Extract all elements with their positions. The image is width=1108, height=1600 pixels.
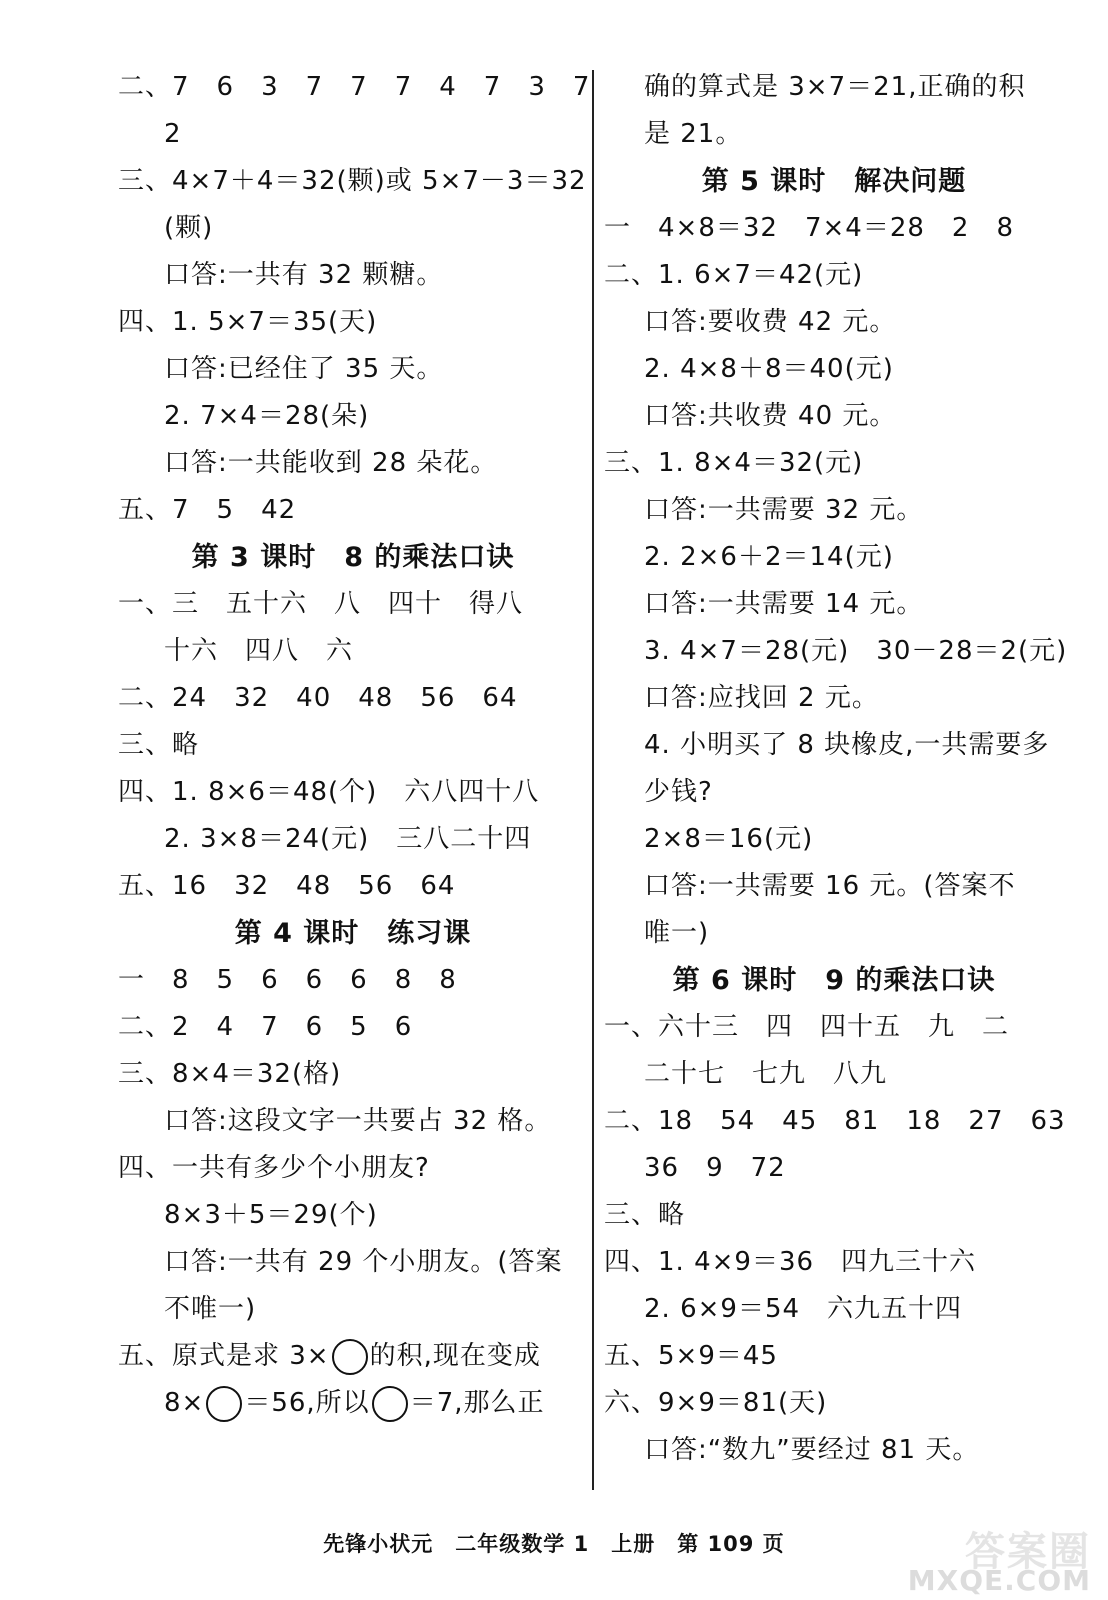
answer-line: 2. 2×6＋2＝14(元) — [644, 542, 894, 572]
answer-line: 三、8×4＝32(格) — [118, 1059, 342, 1089]
answer-line: 口答:这段文字一共要占 32 格。 — [164, 1106, 552, 1136]
answer-line: 三、略 — [118, 730, 200, 760]
answer-line: 四、1. 8×6＝48(个) 六八四十八 — [118, 777, 540, 807]
answer-line: 一 4×8＝32 7×4＝28 2 8 — [604, 213, 1014, 243]
answer-line: 口答:已经住了 35 天。 — [164, 354, 444, 384]
text-segment: 的积,现在变成 — [369, 1341, 541, 1371]
blank-circle — [372, 1386, 408, 1422]
answer-line: 三、1. 8×4＝32(元) — [604, 448, 864, 478]
answer-line: 十六 四八 六 — [164, 636, 354, 666]
answer-line: 确的算式是 3×7＝21,正确的积 — [644, 72, 1026, 102]
answer-line: 一 8 5 6 6 6 8 8 — [118, 965, 457, 995]
section-heading: 第 6 课时 9 的乘法口诀 — [672, 965, 996, 996]
answer-line: 2. 6×9＝54 六九五十四 — [644, 1294, 963, 1324]
answer-line: 口答:一共需要 16 元。(答案不 — [644, 871, 1016, 901]
answer-line: 8×3＋5＝29(个) — [164, 1200, 378, 1230]
answer-line: 36 9 72 — [644, 1153, 786, 1183]
answer-line: 三、略 — [604, 1200, 686, 1230]
text-segment: 8× — [164, 1388, 205, 1418]
watermark-url: MXQE.COM — [907, 1564, 1091, 1597]
blank-circle — [206, 1386, 242, 1422]
answer-line: 2×8＝16(元) — [644, 824, 814, 854]
section-heading: 第 5 课时 解决问题 — [701, 166, 967, 197]
answer-line: 是 21。 — [644, 119, 743, 149]
answer-line: 口答:要收费 42 元。 — [644, 307, 897, 337]
section-heading: 第 3 课时 8 的乘法口诀 — [191, 542, 515, 573]
answer-line: 2. 7×4＝28(朵) — [164, 401, 370, 431]
answer-line: 一、三 五十六 八 四十 得八 — [118, 589, 524, 619]
answer-line: 二、2 4 7 6 5 6 — [118, 1012, 413, 1042]
answer-line: 2 — [164, 119, 182, 149]
answer-line: 口答:一共需要 14 元。 — [644, 589, 924, 619]
answer-line: 二、1. 6×7＝42(元) — [604, 260, 864, 290]
blank-circle — [332, 1339, 368, 1375]
answer-line: (颗) — [164, 213, 214, 243]
answer-line: 4. 小明买了 8 块橡皮,一共需要多 — [644, 730, 1050, 760]
answer-line: 二、24 32 40 48 56 64 — [118, 683, 518, 713]
answer-line: 口答:一共有 32 颗糖。 — [164, 260, 444, 290]
answer-line: 2. 3×8＝24(元) 三八二十四 — [164, 824, 532, 854]
answer-line: 三、4×7＋4＝32(颗)或 5×7－3＝32 — [118, 166, 587, 196]
answer-line: 口答:应找回 2 元。 — [644, 683, 879, 713]
left-column — [118, 64, 591, 1427]
text-segment: 五、原式是求 3× — [118, 1341, 330, 1371]
answer-line: 五、7 5 42 — [118, 495, 297, 525]
answer-line — [118, 1380, 588, 1427]
answer-line: 少钱? — [644, 777, 713, 807]
watermark-mark: 答案圈 — [965, 1529, 1091, 1575]
answer-line: 不唯一) — [164, 1294, 257, 1324]
answer-line: 2. 4×8＋8＝40(元) — [644, 354, 894, 384]
answer-line: 四、一共有多少个小朋友? — [118, 1153, 430, 1183]
answer-line: 二、18 54 45 81 18 27 63 — [604, 1106, 1066, 1136]
answer-line: 口答:一共需要 32 元。 — [644, 495, 924, 525]
answer-line: 六、9×9＝81(天) — [604, 1388, 828, 1418]
answer-line: 二十七 七九 八九 — [644, 1059, 888, 1089]
answer-line: 口答:一共有 29 个小朋友。(答案 — [164, 1247, 563, 1277]
right-column — [604, 64, 1068, 1474]
page-footer: 先锋小状元 二年级数学 1 上册 第 109 页 — [323, 1532, 785, 1556]
answer-line: 口答:共收费 40 元。 — [644, 401, 897, 431]
answer-line — [118, 1333, 588, 1380]
text-segment: ＝7,那么正 — [409, 1388, 545, 1418]
answer-line: 五、16 32 48 56 64 — [118, 871, 456, 901]
answer-line: 口答:一共能收到 28 朵花。 — [164, 448, 498, 478]
section-heading: 第 4 课时 练习课 — [234, 918, 472, 949]
answer-line: 四、1. 5×7＝35(天) — [118, 307, 378, 337]
answer-line: 五、5×9＝45 — [604, 1341, 778, 1371]
watermark — [880, 1520, 1095, 1600]
answer-line: 四、1. 4×9＝36 四九三十六 — [604, 1247, 977, 1277]
text-segment: ＝56,所以 — [244, 1388, 370, 1418]
answer-line: 3. 4×7＝28(元) 30－28＝2(元) — [644, 636, 1068, 666]
answer-line: 唯一) — [644, 918, 710, 948]
answer-line: 口答:“数九”要经过 81 天。 — [644, 1435, 980, 1465]
answer-line: 一、六十三 四 四十五 九 二 — [604, 1012, 1010, 1042]
answer-line: 二、7 6 3 7 7 7 4 7 3 7 — [118, 72, 591, 102]
column-divider — [592, 70, 594, 1490]
